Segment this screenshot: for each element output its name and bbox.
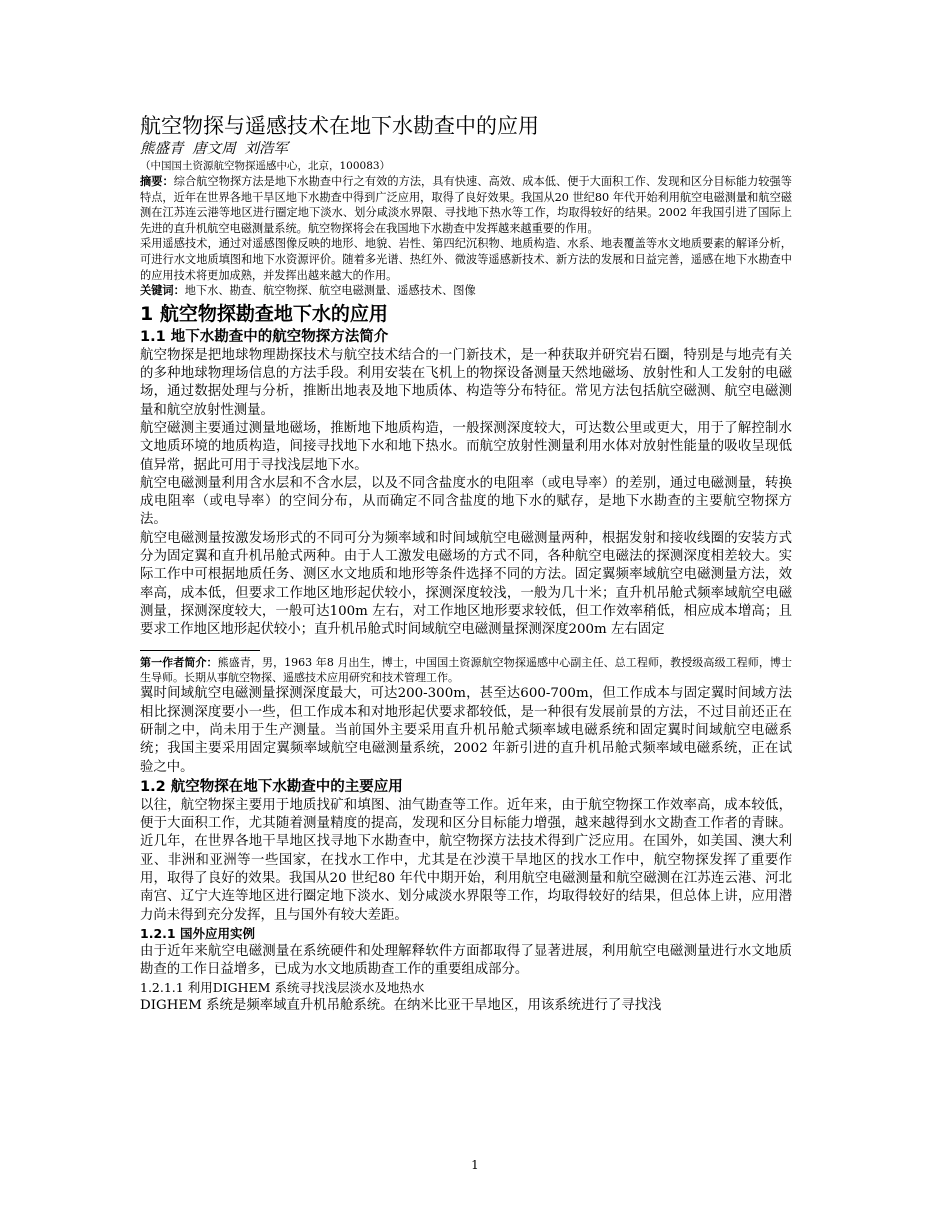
author-footnote — [140, 655, 792, 686]
section-heading-1-2-1-1: 1.2.1.1 利用DIGHEM 系统寻找浅层淡水及地热水 — [140, 980, 425, 996]
body-paragraph-1: 航空物探是把地球物理勘探技术与航空技术结合的一门新技术，是一种获取并研究岩石圈，特别是与地壳有关的多种地球物理场信息的方法手段。利用安装在飞机上的物探设备测量天然地磁场、放射性和人工发射的电磁场，通过数据处理与分析，推断出地表及地下地质体、构造等分布特征。常见方法包括航空磁测、航空电磁测量和航空放射性测量。 — [140, 347, 792, 418]
keywords-text: 地下水、勘查、航空物探、航空电磁测量、遥感技术、图像 — [184, 284, 476, 298]
body-paragraph-4: 航空电磁测量按激发场形式的不同可分为频率域和时间域航空电磁测量两种，根据发射和接收线圈的安装方式分为固定翼和直升机吊舱式两种。由于人工激发电磁场的方式不同，各种航空电磁法的探测深度相差较大。实际工作中可根据地质任务、测区水文地质和地形等条件选择不同的方法。固定翼频率域航空电磁测量方法，效率高，成本低，但要求工作地区地形起伏较小，探测深度较浅，一般为几十米；直升机吊舱式频率域航空电磁测量，探测深度较大，一般可达100m 左右，对工作地区地形要求较低，但工作效率稍低，相应成本增高；且要求工作地区地形起伏较小；直升机吊舱式时间域航空电磁测量探测深度200m 左右固定 — [140, 530, 792, 638]
author-list: 熊盛青 唐文周 刘浩军 — [140, 141, 288, 157]
section-heading-1: 1 航空物探勘查地下水的应用 — [140, 302, 388, 325]
affiliation: （中国国土资源航空物探遥感中心，北京，100083） — [140, 160, 391, 172]
section-heading-1-2: 1.2 航空物探在地下水勘查中的主要应用 — [140, 778, 403, 795]
section-heading-1-1: 1.1 地下水勘查中的航空物探方法简介 — [140, 328, 389, 345]
body-paragraph-3: 航空电磁测量利用含水层和不含水层，以及不同含盐度水的电阻率（或电导率）的差别，通过电磁测量，转换成电阻率（或电导率）的空间分布，从而确定不同含盐度的地下水的赋存，是地下水勘查的主要航空物探方法。 — [140, 475, 792, 528]
abstract-paragraph-2: 采用遥感技术，通过对遥感图像反映的地形、地貌、岩性、第四纪沉积物、地质构造、水系、地表覆盖等水文地质要素的解译分析，可进行水文地质填图和地下水资源评价。随着多光谱、热红外、微波等遥感新技术、新方法的发展和日益完善，遥感在地下水勘查中的应用技术将更加成熟，并发挥出越来越大的作用。 — [140, 237, 792, 282]
document-page — [140, 112, 792, 1016]
abstract-label: 摘要： — [140, 175, 174, 188]
footnote-label: 第一作者简介： — [140, 655, 218, 669]
body-paragraph-2: 航空磁测主要通过测量地磁场，推断地下地质构造，一般探测深度较大，可达数公里或更大，用于了解控制水文地质环境的地质构造，间接寻找地下水和地下热水。而航空放射性测量利用水体对放射性能量的吸收呈现低值异常，据此可用于寻找浅层地下水。 — [140, 420, 792, 473]
abstract-paragraph-1 — [140, 174, 792, 236]
paper-title: 航空物探与遥感技术在地下水勘查中的应用 — [140, 114, 539, 138]
keywords-label: 关键词： — [140, 284, 185, 298]
abstract-text-1: 综合航空物探方法是地下水勘查中行之有效的方法，具有快速、高效、成本低、便于大面积工作、发现和区分目标能力较强等特点，近年在世界各地干旱区地下水勘查中得到广泛应用，取得了良好效果。我国从20 世纪80 年代开始利用航空电磁测量和航空磁测在江苏连云港等地区进行圈定地下淡水、划分咸淡水界限、寻找地下热水等工作，均取得较好的结果。2002 年我国引进了国际上先进的直升机航空电磁测量系统。航空物探将会在我国地下水勘查中发挥越来越重要的作用。 — [140, 175, 792, 235]
body-paragraph-7: 由于近年来航空电磁测量在系统硬件和处理解释软件方面都取得了显著进展，利用航空电磁测量进行水文地质勘查的工作日益增多，已成为水文地质勘查工作的重要组成部分。 — [140, 943, 792, 978]
section-heading-1-2-1: 1.2.1 国外应用实例 — [140, 925, 255, 941]
body-paragraph-5: 翼时间域航空电磁测量探测深度最大，可达200-300m，甚至达600-700m，但工作成本与固定翼时间域方法相比探测深度要小一些，但工作成本和对地形起伏要求都较低，是一种很有发展前景的方法，不过目前还正在研制之中，尚未用于生产测量。当前国外主要采用直升机吊舱式频率域电磁系统和固定翼时间域航空电磁系统；我国主要采用固定翼频率域航空电磁测量系统，2002 年新引进的直升机吊舱式频率域电磁系统，正在试验之中。 — [140, 686, 792, 775]
body-paragraph-8: DIGHEM 系统是频率域直升机吊舱系统。在纳米比亚干旱地区，用该系统进行了寻找浅 — [140, 998, 662, 1014]
body-paragraph-6: 以往，航空物探主要用于地质找矿和填图、油气勘查等工作。近年来，由于航空物探工作效率高，成本较低，便于大面积工作，尤其随着测量精度的提高，发现和区分目标能力增强，越来越得到水文勘查工作者的青睐。近几年，在世界各地干旱地区找寻地下水勘查中，航空物探方法技术得到广泛应用。在国外，如美国、澳大利亚、非洲和亚洲等一些国家，在找水工作中，尤其是在沙漠干旱地区的找水工作中，航空物探发挥了重要作用，取得了良好的效果。我国从20 世纪80 年代中期开始，利用航空电磁测量和航空磁测在江苏连云港、河北南宫、辽宁大连等地区进行圈定地下淡水、划分咸淡水界限等工作，均取得较好的结果，但总体上讲，应用潜力尚未得到充分发挥，且与国外有较大差距。 — [140, 797, 792, 923]
keywords-line — [140, 283, 792, 299]
page-number: 1 — [471, 1158, 479, 1172]
footnote-text: 熊盛青，男，1963 年8 月出生，博士，中国国土资源航空物探遥感中心副主任、总工程师，教授级高级工程师，博士生导师。长期从事航空物探、遥感技术应用研究和技术管理工作。 — [140, 655, 793, 684]
footnote-divider — [140, 650, 260, 651]
